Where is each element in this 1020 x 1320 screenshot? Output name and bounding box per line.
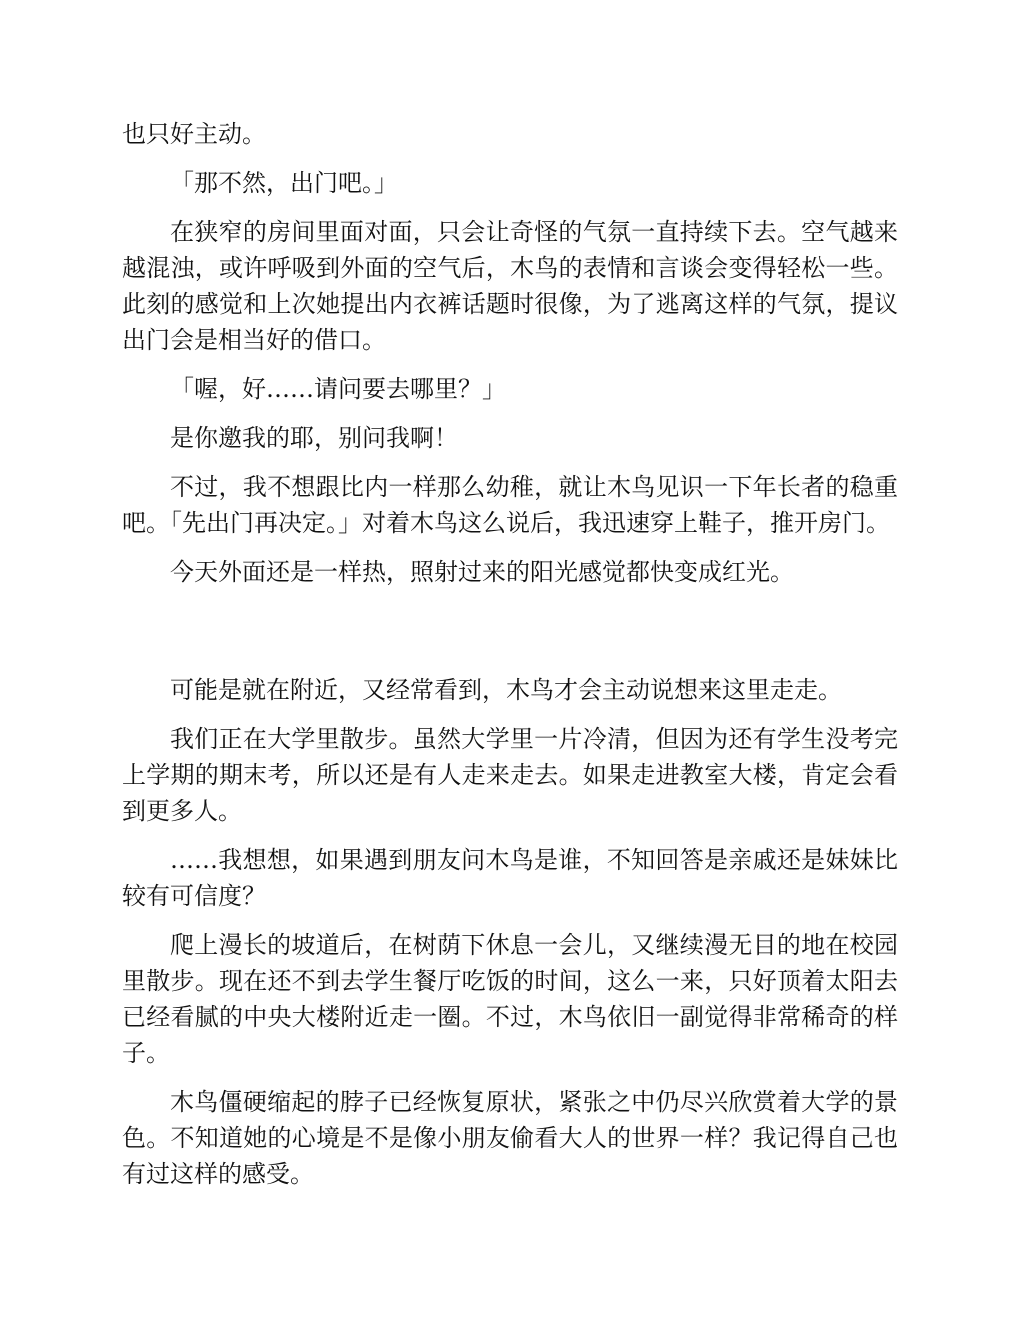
paragraph: 是你邀我的耶，别问我啊！	[170, 424, 458, 452]
scene-break	[122, 603, 898, 672]
paragraph: 木鸟僵硬缩起的脖子已经恢复原状，紧张之中仍尽兴欣赏着大学的景色。不知道她的心境是不是像小朋友偷看大人的世界一样？我记得自己也有过这样的感受。	[122, 1088, 898, 1188]
paragraph: ……我想想，如果遇到朋友问木鸟是谁，不知回答是亲戚还是妹妹比较有可信度？	[122, 846, 898, 910]
paragraph: 在狭窄的房间里面对面，只会让奇怪的气氛一直持续下去。空气越来越混浊，或许呼吸到外面的空气后，木鸟的表情和言谈会变得轻松一些。此刻的感觉和上次她提出内衣裤话题时很像，为了逃离这样的气氛，提议出门会是相当好的借口。	[122, 218, 898, 354]
paragraph: 爬上漫长的坡道后，在树荫下休息一会儿，又继续漫无目的地在校园里散步。现在还不到去学生餐厅吃饭的时间，这么一来，只好顶着太阳去已经看腻的中央大楼附近走一圈。不过，木鸟依旧一副觉得非常稀奇的样子。	[122, 931, 898, 1067]
paragraph: 「那不然，出门吧。」	[170, 169, 398, 197]
paragraph: 我们正在大学里散步。虽然大学里一片冷清，但因为还有学生没考完上学期的期末考，所以还是有人走来走去。如果走进教室大楼，肯定会看到更多人。	[122, 725, 898, 825]
paragraph: 也只好主动。	[122, 120, 266, 148]
paragraph: 可能是就在附近，又经常看到，木鸟才会主动说想来这里走走。	[170, 676, 842, 704]
paragraph: 今天外面还是一样热，照射过来的阳光感觉都快变成红光。	[170, 558, 794, 586]
paragraph: 「喔，好……请问要去哪里？」	[170, 375, 506, 403]
body-text	[122, 116, 898, 1205]
paragraph: 不过，我不想跟比内一样那么幼稚，就让木鸟见识一下年长者的稳重吧。「先出门再决定。」对着木鸟这么说后，我迅速穿上鞋子，推开房门。	[122, 473, 898, 537]
